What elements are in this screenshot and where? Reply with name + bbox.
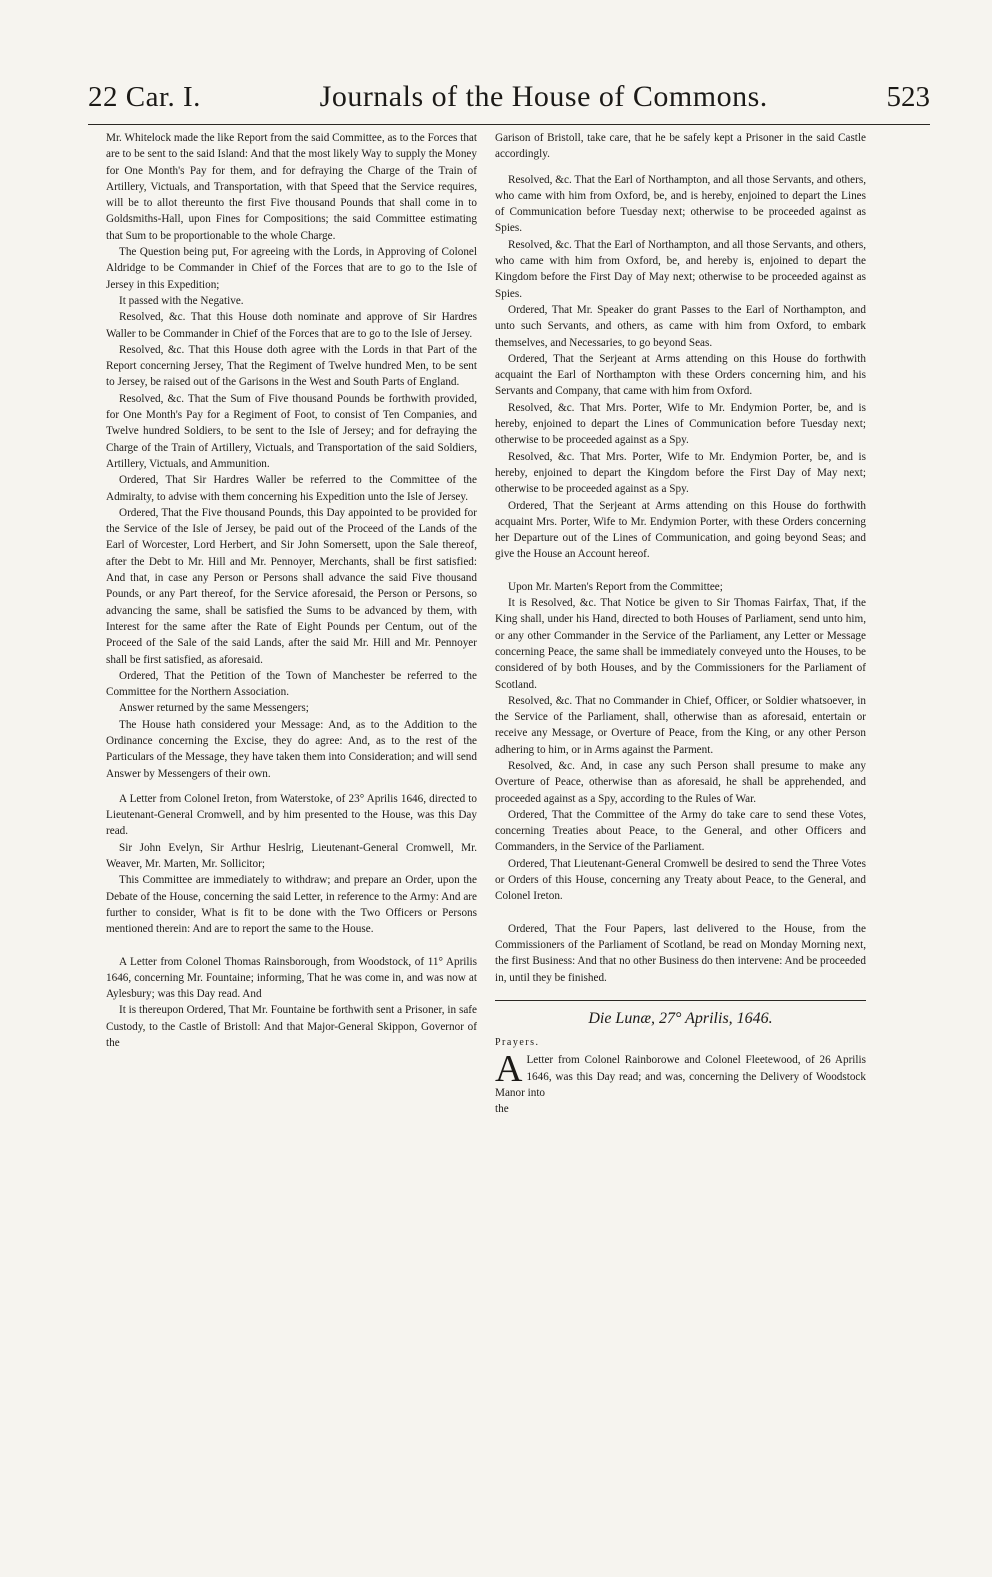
running-header [88,80,930,126]
paragraph: Resolved, &c. That the Earl of Northampton, and all those Servants, and others, who came with him from Oxford, be, and is hereby, enjoined to depart the Lines of Communication before Tuesday next; otherwise to be proceeded against as Spies. [495,173,866,235]
final-paragraph-text: Letter from Colonel Rainborowe and Colonel Fleetewood, of 26 Aprilis 1646, was this Day read; and was, concerning the Delivery of Woodstock Manor into [495,1054,866,1100]
paragraph [495,1048,866,1101]
journal-title: Journals of the House of Commons. [319,80,768,113]
paragraph: Ordered, That Sir Hardres Waller be referred to the Committee of the Admiralty, to advise with them concerning his Expedition unto the Isle of Jersey. [106,474,477,503]
paragraph: The Question being put, For agreeing with the Lords, in Approving of Colonel Aldridge to be Commander in Chief of the Forces that are to go to the Isle of Jersey in this Expedition; [106,246,477,291]
paragraph: Ordered, That the Committee of the Army do take care to send these Votes, concerning Treaties about Peace, to the General, and other Officers and Commanders, in the Service of the Parliament. [495,808,866,854]
header-rule [88,124,930,125]
paragraph: Mr. Whitelock made the like Report from the said Committee, as to the Forces that are to be sent to the said Island: And that the most likely Way to supply the Money for One Month's Pay for them, and for defraying the Charge of the Train of Artillery, Victuals, and Transportation, with that Speed that the Service requires, will be to allot thereunto the first Five thousand Pounds that shall come in to Goldsmiths-Hall, upon Fines for Compositions; the said Committee estimating that Sum to be proportionable to the whole Charge. [106,132,477,242]
paragraph: The House hath considered your Message: And, as to the Addition to the Ordinance concerning the Excise, they do agree: And, as to the rest of the Particulars of the Message, they have taken them into Consideration; and will send Answer by Messengers of their own. [106,718,477,780]
text-columns [106,130,866,1118]
paragraph: Ordered, That the Petition of the Town of Manchester be referred to the Committee for the Northern Association. [106,669,477,699]
paragraph: Ordered, That Lieutenant-General Cromwell be desired to send the Three Votes or Orders of this House, concerning any Treaty about Peace, to the General, and Colonel Ireton. [495,857,866,903]
paragraph: Ordered, That the Five thousand Pounds, this Day appointed to be provided for the Service of the Isle of Jersey, be paid out of the Proceed of the Lands of the Earl of Worcester, Lord Herbert, and Sir John Somersett, upon the Sale thereof, after the Debt to Mr. Hill and Mr. Pennoyer, Merchants, shall be first satisfied: And that, in case any Person or Persons shall advance the said Five thousand Pounds, or any Part thereof, for the Service aforesaid, the Person or Persons, so advancing the same, shall be satisfied the Sums to be advanced by them, with Interest for the same after the Rate of Eight Pounds per Centum, out of the Proceed of the Sale of the said Lands, after the said Mr. Hill and Mr. Pennoyer shall be first satisfied, as aforesaid. [106,506,477,666]
paragraph: It is Resolved, &c. That Notice be given to Sir Thomas Fairfax, That, if the King shall, under his Hand, directed to both Houses of Parliament, send unto him, or any other Commander in the Service of the Parliament, any Letter or Message concerning Peace, the same shall be immediately conveyed unto the Houses, to be considered of by both Houses, and by the Commissioners for the Parliament of Scotland. [495,597,866,691]
page-number: 523 [886,81,930,113]
paragraph: Answer returned by the same Messengers; [119,702,309,715]
paragraph: A Letter from Colonel Ireton, from Waterstoke, of 23° Aprilis 1646, directed to Lieutenant-General Cromwell, and by him presented to the House, was this Day read. [106,792,477,838]
paragraph: Ordered, That the Serjeant at Arms attending on this House do forthwith acquaint the Earl of Northampton with these Orders concerning him, and his Servants and Company, that came with him from Oxford. [495,352,866,398]
paragraph: Upon Mr. Marten's Report from the Committee; [508,580,723,593]
paragraph: Resolved, &c. That this House doth nominate and approve of Sir Hardres Waller to be Commander in Chief of the Forces that are to go to the Isle of Jersey. [106,311,477,340]
paragraph: This Committee are immediately to withdraw; and prepare an Order, upon the Debate of the House, concerning the said Letter, in reference to the Army: And are further to consider, What is fit to be done with the Two Officers or Persons mentioned therein: And are to report the same to the House. [106,874,477,936]
paragraph: Resolved, &c. That no Commander in Chief, Officer, or Soldier whatsoever, in the Service of the Parliament, shall, otherwise than as aforesaid, entertain or receive any Message, or Overture of Peace, from the King, or any other Person adhering to him, or in Arms against the Parment. [495,694,866,756]
catchword: the [495,1103,509,1116]
paragraph: It passed with the Negative. [119,294,244,307]
paragraph: Resolved, &c. That Mrs. Porter, Wife to Mr. Endymion Porter, be, and is hereby, enjoined to depart the Lines of Communication before Tuesday next; otherwise to be proceeded against as a Spy. [495,401,866,447]
paragraph: Resolved, &c. That this House doth agree with the Lords in that Part of the Report concerning Jersey, That the Regiment of Twelve hundred Men, to be sent to Jersey, be raised out of the Garisons in the West and South Parts of England. [106,343,477,389]
paragraph: It is thereupon Ordered, That Mr. Fountaine be forthwith sent a Prisoner, in safe Custody, to the Castle of Bristoll: And that Major-General Skippon, Governor of the [106,1004,477,1050]
paragraph: Ordered, That the Serjeant at Arms attending on this House do forthwith acquaint Mrs. Porter, Wife to Mr. Endymion Porter, with these Orders concerning her Departure out of the Lines of Communication, and going beyond Seas; and give the House an Account hereof. [495,499,866,561]
paragraph: Ordered, That the Four Papers, last delivered to the House, from the Commissioners of the Parliament of Scotland, be read on Monday Morning next, the first Business: And that no other Business do then intervene: And be proceeded in, until they be finished. [495,922,866,984]
paragraph: Garison of Bristoll, take care, that he be safely kept a Prisoner in the said Castle accordingly. [495,132,866,161]
section-rule [495,1000,866,1001]
paragraph: Resolved, &c. That Mrs. Porter, Wife to Mr. Endymion Porter, be, and is hereby, enjoined to depart the Kingdom before the First Day of May next; otherwise to be proceeded against as a Spy. [495,450,866,496]
paragraph: Resolved, &c. That the Earl of Northampton, and all those Servants, and others, who came with him from Oxford, be, and hereby is, enjoined to depart the Kingdom before the First Day of May next; otherwise to be proceeded against as Spies. [495,238,866,300]
left-column [106,130,477,1118]
reign-label: 22 Car. I. [88,81,201,113]
paragraph: Resolved, &c. That the Sum of Five thousand Pounds be forthwith provided, for One Month's Pay for a Regiment of Foot, to consist of Ten Companies, and Twelve hundred Soldiers, to be sent to the Isle of Jersey; and for defraying the Charge of the Train of Artillery, Victuals, and Transportation of the said Soldiers, Artillery, Victuals, and Ammunition. [106,392,477,470]
paragraph: Resolved, &c. And, in case any such Person shall presume to make any Overture of Peace, otherwise than as aforesaid, he shall be apprehended, and proceeded against as a Spy, according to the Rules of War. [495,759,866,805]
right-column [495,130,866,1118]
drop-cap: A [495,1048,523,1091]
paragraph: Ordered, That Mr. Speaker do grant Passes to the Earl of Northampton, and unto such Servants, and others, as came with him from Oxford, to embark themselves, and Necessaries, to go beyond Seas. [495,303,866,349]
paragraph: A Letter from Colonel Thomas Rainsborough, from Woodstock, of 11° Aprilis 1646, concerning Mr. Fountaine; informing, That he was come in, and was now at Aylesbury; was this Day read. And [106,955,477,1001]
paragraph: Sir John Evelyn, Sir Arthur Heslrig, Lieutenant-General Cromwell, Mr. Weaver, Mr. Marten, Mr. Sollicitor; [106,841,477,871]
prayers-label: Prayers. [495,1037,540,1049]
date-heading: Die Lunæ, 27° Aprilis, 1646. [588,1009,773,1027]
